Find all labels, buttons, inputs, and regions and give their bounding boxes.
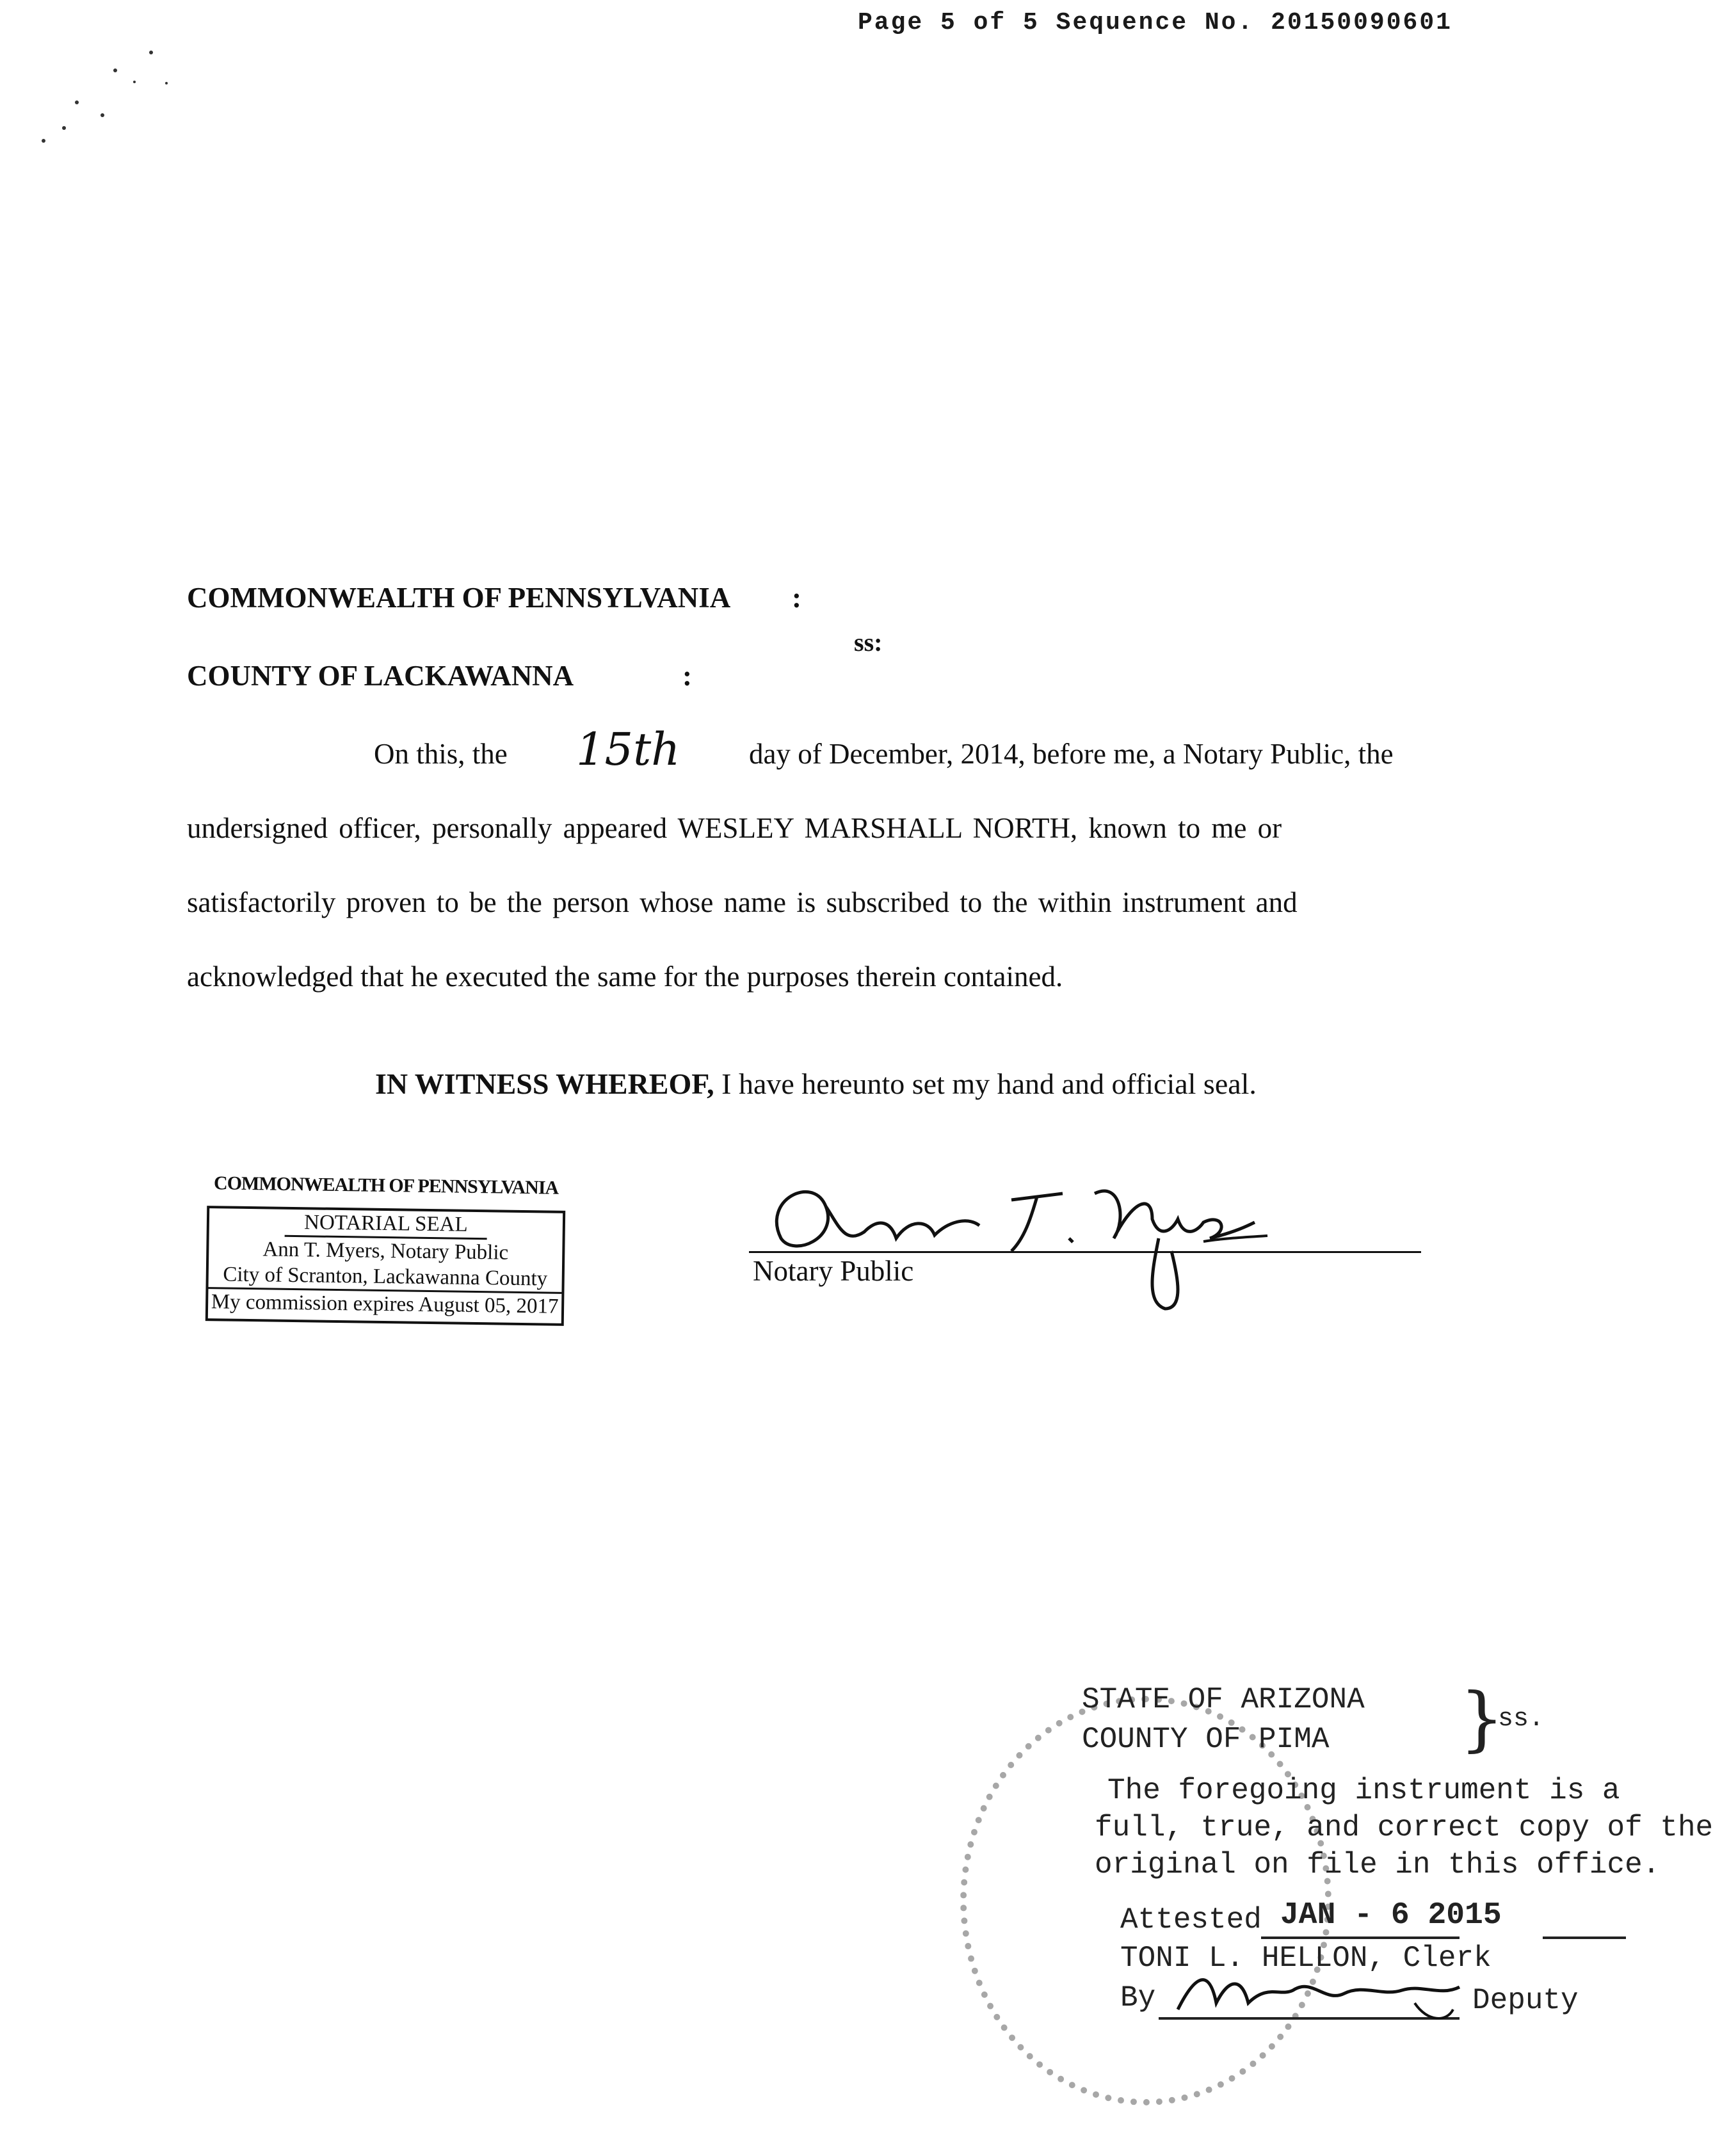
stamp-clerk: TONI L. HELLON, Clerk xyxy=(1120,1942,1492,1975)
witness-rest: I have hereunto set my hand and official seal. xyxy=(714,1067,1257,1100)
stamp-brace-icon: } xyxy=(1460,1677,1504,1759)
stamp-deputy: Deputy xyxy=(1472,1984,1579,2017)
stamp-line-3: original on file in this office. xyxy=(1095,1848,1661,1881)
stamp-attested-label: Attested xyxy=(1120,1903,1262,1936)
page-sequence-header: Page 5 of 5 Sequence No. 20150090601 xyxy=(858,9,1452,36)
seal-expires: My commission expires August 05, 2017 xyxy=(208,1287,562,1320)
witness-clause xyxy=(375,1067,1257,1101)
notary-signature xyxy=(736,1162,1261,1315)
stamp-date-line xyxy=(1261,1936,1460,1939)
stamp-county: COUNTY OF PIMA xyxy=(1082,1723,1330,1756)
stamp-trailing-line xyxy=(1543,1936,1626,1939)
certification-stamp xyxy=(1011,1677,1713,2131)
stamp-line-1: The foregoing instrument is a xyxy=(1107,1774,1620,1807)
seal-location: City of Scranton, Lackawanna County xyxy=(223,1263,548,1291)
venue-colon-1: : xyxy=(792,582,801,614)
ack-line-1b: day of December, 2014, before me, a Notary Public, the xyxy=(749,738,1394,770)
venue-ss: ss: xyxy=(854,628,883,657)
seal-commonwealth: COMMONWEALTH OF PENNSYLVANIA xyxy=(213,1172,559,1199)
notarial-seal xyxy=(205,1206,565,1326)
signature-line xyxy=(749,1251,1421,1253)
venue-county: COUNTY OF LACKAWANNA xyxy=(187,660,574,692)
stamp-ss: ss. xyxy=(1498,1705,1545,1734)
stamp-line-2: full, true, and correct copy of the xyxy=(1095,1811,1713,1844)
ack-line-3: satisfactorily proven to be the person whose name is subscribed to the within instrument and xyxy=(187,886,1298,918)
stamp-attested-date: JAN - 6 2015 xyxy=(1280,1898,1502,1933)
scan-specks xyxy=(38,45,179,160)
witness-bold: IN WITNESS WHEREOF, xyxy=(375,1067,714,1100)
stamp-by-label: By xyxy=(1120,1981,1156,2015)
ack-line-2: undersigned officer, personally appeared WESLEY MARSHALL NORTH, known to me or xyxy=(187,812,1282,844)
venue-commonwealth: COMMONWEALTH OF PENNSYLVANIA xyxy=(187,582,731,614)
handwritten-day: 15th xyxy=(576,723,680,776)
venue-colon-2: : xyxy=(682,660,692,692)
ack-line-1a: On this, the xyxy=(374,738,508,770)
notary-public-label: Notary Public xyxy=(753,1255,914,1287)
seal-title: NOTARIAL SEAL xyxy=(285,1210,487,1240)
seal-notary-name: Ann T. Myers, Notary Public xyxy=(262,1238,509,1265)
ack-line-4: acknowledged that he executed the same for the purposes therein contained. xyxy=(187,961,1063,993)
deputy-signature xyxy=(1171,1958,1466,2022)
stamp-state: STATE OF ARIZONA xyxy=(1082,1683,1365,1716)
